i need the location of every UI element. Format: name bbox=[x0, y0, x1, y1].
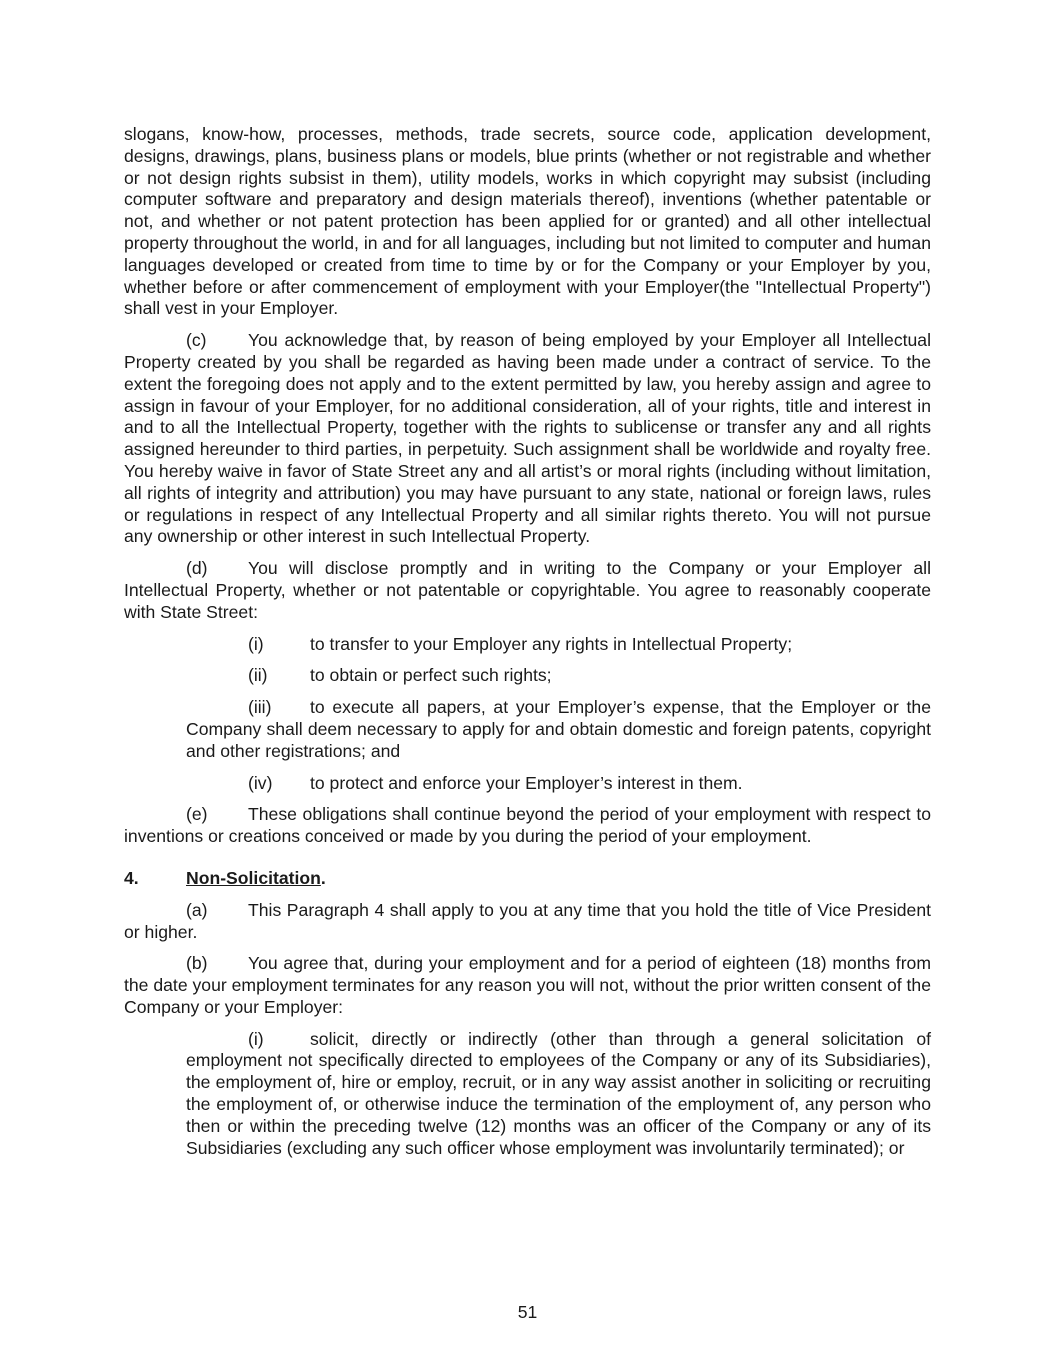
section-4-number: 4. bbox=[124, 867, 139, 888]
paragraph-4a-label: (a) bbox=[186, 899, 208, 920]
subparagraph-d-i bbox=[186, 634, 931, 656]
subparagraph-text: to execute all papers, at your Employer’s expense, that the Employer or the Company shall deem necessary to apply for and obtain domestic and foreign patents, copyright and other registrations; and bbox=[186, 697, 931, 761]
section-4-heading bbox=[124, 868, 931, 890]
subparagraph-label: (iv) bbox=[248, 772, 273, 793]
subparagraph-text: to transfer to your Employer any rights in Intellectual Property; bbox=[310, 633, 793, 654]
subparagraph-d-iii bbox=[186, 697, 931, 762]
paragraph-e-text: These obligations shall continue beyond the period of your employment with respect to inventions or creations conceived or made by you during the period of your employment. bbox=[124, 804, 931, 847]
paragraph-c-text: You acknowledge that, by reason of being employed by your Employer all Intellectual Property created by you shall be regarded as having been made under a contract of service. To the extent the foregoing does not apply and to the extent permitted by law, you hereby assign and agree to assign in favour of your Employer, for no additional consideration, all of your rights, title and interest in and to all the Intellectual Property, together with the rights to sublicense or transfer any and all rights assigned hereunder to third parties, in perpetuity. Such assignment shall be worldwide and royalty free. You hereby waive in favor of State Street any and all artist’s or moral rights (including without limitation, all rights of integrity and attribution) you may have pursuant to any state, national or foreign laws, rules or regulations in respect of any Intellectual Property and all similar rights thereto. You will not pursue any ownership or other interest in such Intellectual Property. bbox=[124, 330, 931, 547]
document-body bbox=[124, 124, 931, 1169]
subparagraph-4b-i bbox=[186, 1029, 931, 1160]
section-4-title-suffix: . bbox=[320, 867, 326, 888]
paragraph-4b-label: (b) bbox=[186, 953, 208, 974]
subparagraph-text: to obtain or perfect such rights; bbox=[310, 665, 552, 686]
subparagraph-d-iv bbox=[186, 773, 931, 795]
paragraph-4b-text: You agree that, during your employment and for a period of eighteen (18) months from the date your employment terminates for any reason you will not, without the prior written consent of the Company or your Employer: bbox=[124, 953, 931, 1017]
paragraph-4a bbox=[124, 900, 931, 944]
paragraph-e bbox=[124, 804, 931, 848]
paragraph-d bbox=[124, 558, 931, 623]
subparagraph-label: (i) bbox=[248, 633, 264, 654]
paragraph-4a-text: This Paragraph 4 shall apply to you at any time that you hold the title of Vice President or higher. bbox=[124, 899, 931, 942]
paragraph-c-label: (c) bbox=[186, 330, 207, 351]
subparagraph-label: (ii) bbox=[248, 665, 268, 686]
paragraph-d-label: (d) bbox=[186, 558, 208, 579]
section-4-title: Non-Solicitation bbox=[186, 867, 321, 888]
subparagraph-text: to protect and enforce your Employer’s interest in them. bbox=[310, 772, 743, 793]
paragraph-d-text: You will disclose promptly and in writing to the Company or your Employer all Intellectual Property, whether or not patentable or copyrightable. You agree to reasonably cooperate with State Street: bbox=[124, 558, 931, 622]
subparagraph-label: (i) bbox=[248, 1028, 264, 1049]
subparagraph-text: solicit, directly or indirectly (other than through a general solicitation of employment not specifically directed to employees of the Company or any of its Subsidiaries), the employment of, hire or employ, recruit, or in any way assist another in soliciting or recruiting the employment of, or otherwise induce the termination of the employment of, any person who then or within the preceding twelve (12) months was an officer of the Company or any of its Subsidiaries (excluding any such officer whose employment was involuntarily terminated); or bbox=[186, 1028, 931, 1158]
paragraph-4b bbox=[124, 953, 931, 1018]
subparagraph-d-ii bbox=[186, 665, 931, 687]
paragraph-e-label: (e) bbox=[186, 804, 208, 825]
intro-paragraph: slogans, know-how, processes, methods, trade secrets, source code, application development, designs, drawings, plans, business plans or models, blue prints (whether or not registrable and whether or not design rights subsist in them), utility models, works in which copyright may subsist (including computer software and preparatory and design materials thereof), inventions (whether patentable or not, and whether or not patent protection has been applied for or granted) and all other intellectual property throughout the world, in and for all languages, including but not limited to computer and human languages developed or created from time to time by or for the Company or your Employer by you, whether before or after commencement of employment with your Employer(the "Intellectual Property") shall vest in your Employer. bbox=[124, 124, 931, 319]
subparagraph-label: (iii) bbox=[248, 697, 272, 718]
page-number: 51 bbox=[517, 1302, 538, 1322]
paragraph-c bbox=[124, 330, 931, 548]
